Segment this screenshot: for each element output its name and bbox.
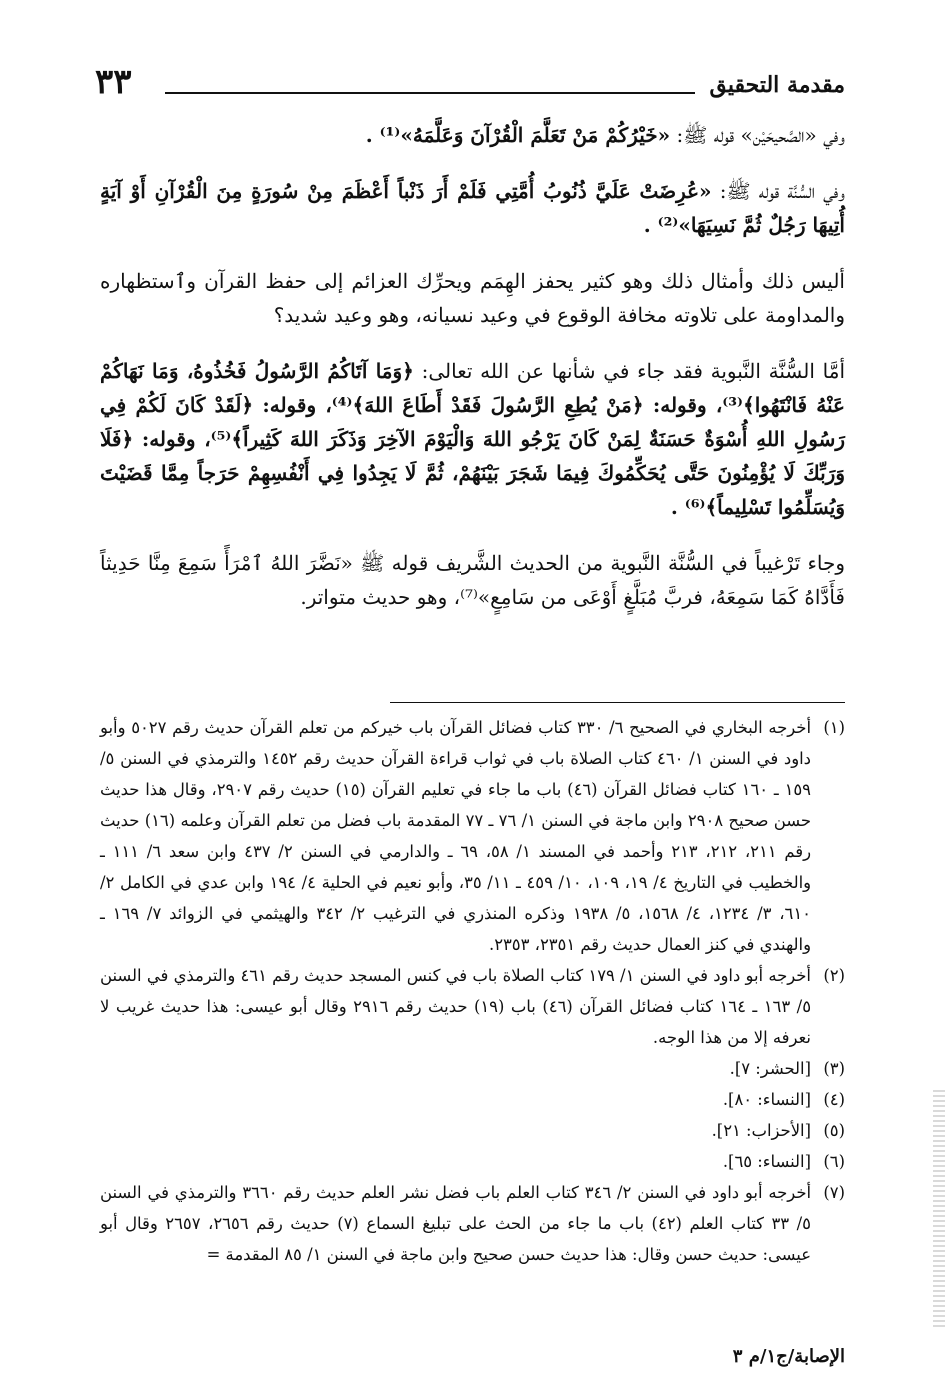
footnote-number: (٢) [823,966,845,985]
footnote-text: أخرجه أبو داود في السنن ١/ ١٧٩ كتاب الصلاة باب في كنس المسجد حديث رقم ٤٦١ والترمذي في السنن ٥/ ١٦٣ ـ ١٦٤ كتاب فضائل القرآن (٤٦) باب (١٩) حديث رقم ٢٩١٦ وقال أبو عيسى: هذا حديث غريب لا نعرفه إلا من هذا الوجه. [100,966,812,1047]
paragraph: أمَّا السُّنَّة النَّبوية فقد جاء في شأنها عن الله تعالى: ﴿وَمَا آتَاكُمُ الرَّسُولُ فَخُذُوهُ، وَمَا نَهَاكُمْ عَنْهُ فَانْتَهُوا﴾⁽³⁾، وقوله: ﴿مَنْ يُطِعِ الرَّسُولَ فَقَدْ أَطَاعَ اللهَ﴾⁽⁴⁾، وقوله: ﴿لَقَدْ كَانَ لَكُمْ فِي رَسُولِ اللهِ أُسْوَةٌ حَسَنَةٌ لِمَنْ كَانَ يَرْجُو اللهَ وَالْيَوْمَ الآخِرَ وَذَكَرَ اللهَ كَثِيراً﴾⁽⁵⁾، وقوله: ﴿فَلَا وَرَبِّكَ لَا يُؤْمِنُونَ حَتَّى يُحَكِّمُوكَ فِيمَا شَجَرَ بَيْنَهُمْ، ثُمَّ لَا يَجِدُوا فِي أَنْفُسِهِمْ حَرَجاً مِمَّا قَضَيْتَ وَيُسَلِّمُوا تَسْلِيماً﴾⁽⁶⁾ . [100,359,846,519]
footnote-divider [390,702,845,703]
footnote-text: [النساء: ٨٠]. [722,1090,811,1109]
main-text [100,118,845,636]
footnote [100,1084,845,1115]
footnote-text: أخرجه البخاري في الصحيح ٦/ ٣٣٠ كتاب فضائل القرآن باب خيركم من تعلم القرآن حديث رقم ٥٠٢٧ وأبو داود في السنن ١/ ٤٦٠ كتاب الصلاة باب في ثواب قراءة القرآن حديث رقم ١٤٥٢ والترمذي في السنن ٥/ ١٥٩ ـ ١٦٠ كتاب فضائل القرآن (٤٦) باب ما جاء في تعليم القرآن (١٥) حديث رقم ٢٩٠٧، وقال هذا حديث حسن صحيح ٢٩٠٨ وابن ماجة في السنن ١/ ٧٦ ـ ٧٧ المقدمة باب فضل من تعلم القرآن وعلمه (١٦) حديث رقم ٢١١، ٢١٢، ٢١٣ وأحمد في المسند ١/ ٥٨، ٦٩ ـ والدارمي في السنن ٢/ ٤٣٧ وابن سعد ٦/ ١١١ ـ والخطيب في التاريخ ٤/ ١٩، ١٠٩، ١٠/ ٤٥٩ ـ ١١/ ٣٥، وأبو نعيم في الحلية ٤/ ١٩٤ وابن عدي في الكامل ٢/ ٦١٠، ٣/ ١٢٣٤، ٤/ ١٥٦٨، ٥/ ١٩٣٨ وذكره المنذري في الترغيب ٢/ ٣٤٢ والهيثمي في الزوائد ٧/ ١٦٩ ـ والهندي في كنز العمال حديث رقم ٢٣٥١، ٢٣٥٣. [100,718,812,954]
footnote-number: (٤) [823,1090,845,1109]
page-number: ٣٣ [95,62,132,102]
footnote [100,1115,845,1146]
paragraph: وفي «الصَّحيحَيْن» قوله ﷺ: «خَيْرُكُمْ مَنْ تَعَلَّمَ الْقُرْآنَ وَعَلَّمَهُ»⁽¹⁾ . [365,123,845,147]
scan-edge-artifact [933,1090,945,1330]
quran-verses: ﴿وَمَا آتَاكُمُ الرَّسُولُ فَخُذُوهُ، وَمَا نَهَاكُمْ عَنْهُ فَانْتَهُوا﴾⁽³⁾، وقوله: ﴿مَنْ يُطِعِ الرَّسُولَ فَقَدْ أَطَاعَ اللهَ﴾⁽⁴⁾، وقوله: ﴿لَقَدْ كَانَ لَكُمْ فِي رَسُولِ اللهِ أُسْوَةٌ حَسَنَةٌ لِمَنْ كَانَ يَرْجُو اللهَ وَالْيَوْمَ الآخِرَ وَذَكَرَ اللهَ كَثِيراً﴾⁽⁵⁾، وقوله: ﴿فَلَا وَرَبِّكَ لَا يُؤْمِنُونَ حَتَّى يُحَكِّمُوكَ فِيمَا شَجَرَ بَيْنَهُمْ، ثُمَّ لَا يَجِدُوا فِي أَنْفُسِهِمْ حَرَجاً مِمَّا قَضَيْتَ وَيُسَلِّمُوا تَسْلِيماً﴾⁽⁶⁾ . [100,359,845,519]
hadith-quote: «عُرِضَتْ عَلَيَّ ذُنُوبُ أُمَّتِي فَلَمْ أَرَ ذَنْباً أَعْظَمَ مِنْ سُورَةٍ مِنَ الْقُرْآنِ أَوْ آيَةٍ أُتِيهَا رَجُلٌ ثُمَّ نَسِيَهَا»⁽²⁾ . [100,179,845,237]
footnote [100,1177,845,1270]
header-divider [165,92,695,94]
footnote-number: (٣) [823,1059,845,1078]
footnote-number: (٦) [823,1152,845,1171]
paragraph: وفي السُّنَّة قوله ﷺ: «عُرِضَتْ عَلَيَّ ذُنُوبُ أُمَّتِي فَلَمْ أَرَ ذَنْباً أَعْظَمَ مِنْ سُورَةٍ مِنَ الْقُرْآنِ أَوْ آيَةٍ أُتِيهَا رَجُلٌ ثُمَّ نَسِيَهَا»⁽²⁾ . [100,179,845,237]
footnote-text: [النساء: ٦٥]. [722,1152,811,1171]
footnote-text: [الحشر: ٧]. [729,1059,811,1078]
page-header [95,62,845,106]
footnote-number: (١) [823,718,845,737]
footnote [100,1146,845,1177]
footnotes [100,712,845,1270]
footnote [100,1053,845,1084]
footnote-text: أخرجه أبو داود في السنن ٢/ ٣٤٦ كتاب العلم باب فضل نشر العلم حديث رقم ٣٦٦٠ والترمذي في السنن ٥/ ٣٣ كتاب العلم (٤٢) باب ما جاء من الحث على تبليغ السماع (٧) حديث رقم ٢٦٥٦، ٢٦٥٧ وقال أبو عيسى: حديث حسن وقال: هذا حديث حسن صحيح وابن ماجة في السنن ١/ ٨٥ المقدمة = [100,1183,812,1264]
footnote-text: [الأحزاب: ٢١]. [711,1121,811,1140]
paragraph: وجاء تَرْغيباً في السُّنَّة النَّبوية من الحديث الشَّريف قوله ﷺ «نَضَّرَ اللهُ ٱمْرَأً سَمِعَ مِنَّا حَدِيثاً فَأَدَّاهُ كَمَا سَمِعَهُ، فربَّ مُبَلَّغٍ أَوْعَى من سَامِعٍ»⁽⁷⁾، وهو حديث متواتر. [100,551,845,609]
footnote-number: (٧) [823,1183,845,1202]
footnote [100,960,845,1053]
paragraph: أليس ذلك وأمثال ذلك وهو كثير يحفز الهِمَم ويحرِّك العزائم إلى حفظ القرآن وٱستظهاره والمداومة على تلاوته مخافة الوقوع في وعيد نسيانه، وهو وعيد شديد؟ [100,269,845,327]
volume-signature: الإصابة/ج١/م ٣ [732,1346,845,1367]
section-title: مقدمة التحقيق [709,72,845,98]
hadith-quote: «خَيْرُكُمْ مَنْ تَعَلَّمَ الْقُرْآنَ وَعَلَّمَهُ»⁽¹⁾ . [365,123,671,147]
footnote-number: (٥) [823,1121,845,1140]
footnote [100,712,845,960]
